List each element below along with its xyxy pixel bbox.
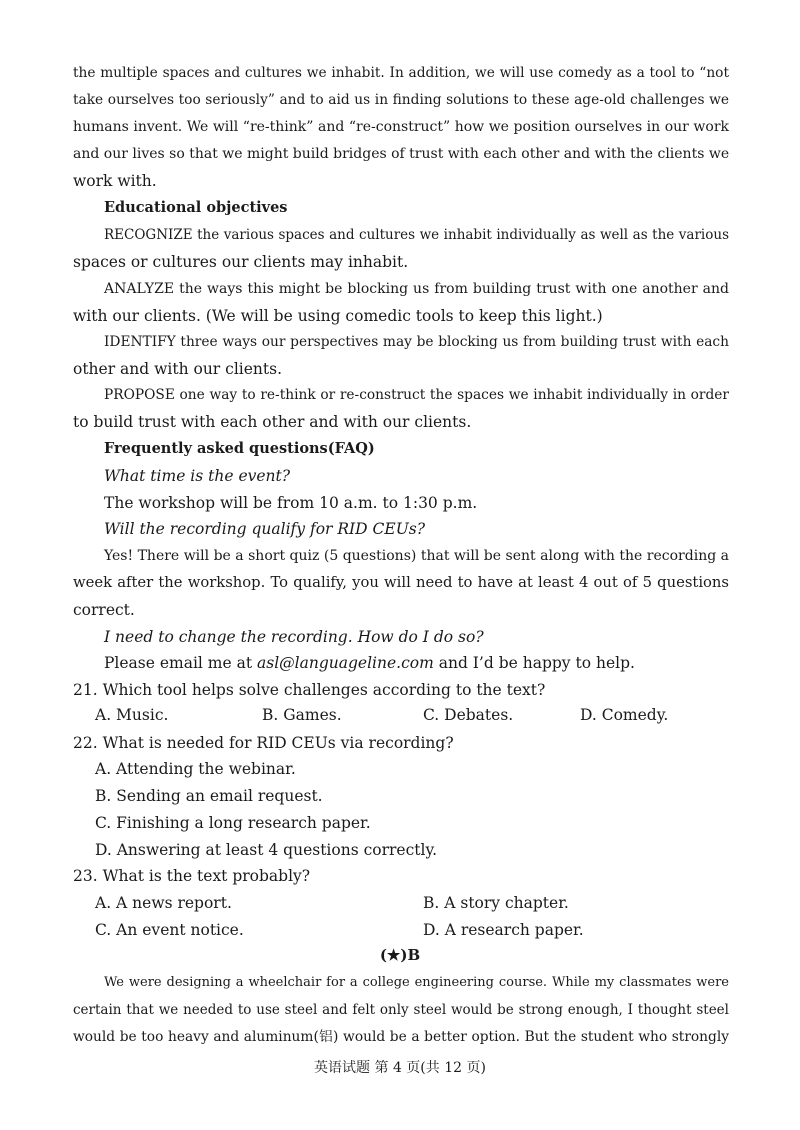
- faq-answer: Yes! There will be a short quiz (5 questions) that will be sent along with the recording a: [104, 548, 729, 564]
- option-a: A. Music.: [95, 706, 169, 724]
- faq-question: Will the recording qualify for RID CEUs?: [104, 520, 426, 538]
- passage-line: the multiple spaces and cultures we inhabit. In addition, we will use comedy as a tool to “not: [73, 65, 729, 81]
- faq-answer-cont: week after the workshop. To qualify, you will need to have at least 4 out of 5 questions: [73, 574, 729, 591]
- faq-question: What time is the event?: [104, 467, 291, 485]
- option-a: A. A news report.: [95, 894, 232, 912]
- option-a: A. Attending the webinar.: [95, 760, 296, 778]
- objective-identify: IDENTIFY three ways our perspectives may be blocking us from building trust with each: [104, 334, 729, 350]
- faq-answer: [104, 653, 729, 673]
- faq-answer-cont: correct.: [73, 601, 135, 619]
- option-d: D. Comedy.: [580, 706, 669, 724]
- page-footer: 英语试题 第 4 页(共 12 页): [314, 1060, 486, 1076]
- option-d: D. Answering at least 4 questions correctly.: [95, 841, 438, 859]
- email-address: asl@languageline.com: [257, 654, 434, 672]
- option-c: C. Finishing a long research paper.: [95, 814, 371, 832]
- option-c: C. Debates.: [423, 706, 514, 724]
- passage-line: certain that we needed to use steel and felt only steel would be strong enough, I thought steel: [73, 1002, 729, 1018]
- passage-line: humans invent. We will “re-think” and “re-construct” how we position ourselves in our work: [73, 119, 729, 135]
- faq-answer-text: and I’d be happy to help.: [433, 654, 635, 672]
- passage-line: work with.: [73, 172, 157, 190]
- faq-question: I need to change the recording. How do I do so?: [104, 628, 484, 646]
- option-b: B. Games.: [262, 706, 342, 724]
- question-stem: 23. What is the text probably?: [73, 867, 311, 885]
- faq-answer: The workshop will be from 10 a.m. to 1:30 p.m.: [104, 494, 478, 512]
- objective-recognize: RECOGNIZE the various spaces and cultures we inhabit individually as well as the various: [104, 227, 729, 243]
- faq-answer-text: Please email me at: [104, 654, 258, 672]
- option-b: B. A story chapter.: [423, 894, 569, 912]
- objectives-heading: Educational objectives: [104, 199, 288, 216]
- objective-analyze: ANALYZE the ways this might be blocking us from building trust with one another and: [104, 281, 729, 297]
- objective-propose-cont: to build trust with each other and with our clients.: [73, 413, 472, 431]
- objective-analyze-cont: with our clients. (We will be using comedic tools to keep this light.): [73, 307, 603, 325]
- passage-line: We were designing a wheelchair for a college engineering course. While my classmates were: [104, 975, 729, 990]
- question-stem: 22. What is needed for RID CEUs via recording?: [73, 734, 454, 752]
- faq-heading: Frequently asked questions(FAQ): [104, 440, 375, 457]
- option-b: B. Sending an email request.: [95, 787, 323, 805]
- objective-recognize-cont: spaces or cultures our clients may inhabit.: [73, 253, 409, 271]
- section-heading: (★)B: [379, 946, 421, 964]
- option-c: C. An event notice.: [95, 921, 244, 939]
- option-d: D. A research paper.: [423, 921, 584, 939]
- objective-identify-cont: other and with our clients.: [73, 360, 283, 378]
- objective-propose: PROPOSE one way to re-think or re-construct the spaces we inhabit individually in order: [104, 387, 729, 403]
- question-stem: 21. Which tool helps solve challenges according to the text?: [73, 681, 546, 699]
- passage-line: would be too heavy and aluminum(铝) would be a better option. But the student who strongly: [73, 1029, 729, 1045]
- passage-line: take ourselves too seriously” and to aid us in finding solutions to these age-old challenges we: [73, 92, 729, 108]
- passage-line: and our lives so that we might build bridges of trust with each other and with the clients we: [73, 146, 730, 162]
